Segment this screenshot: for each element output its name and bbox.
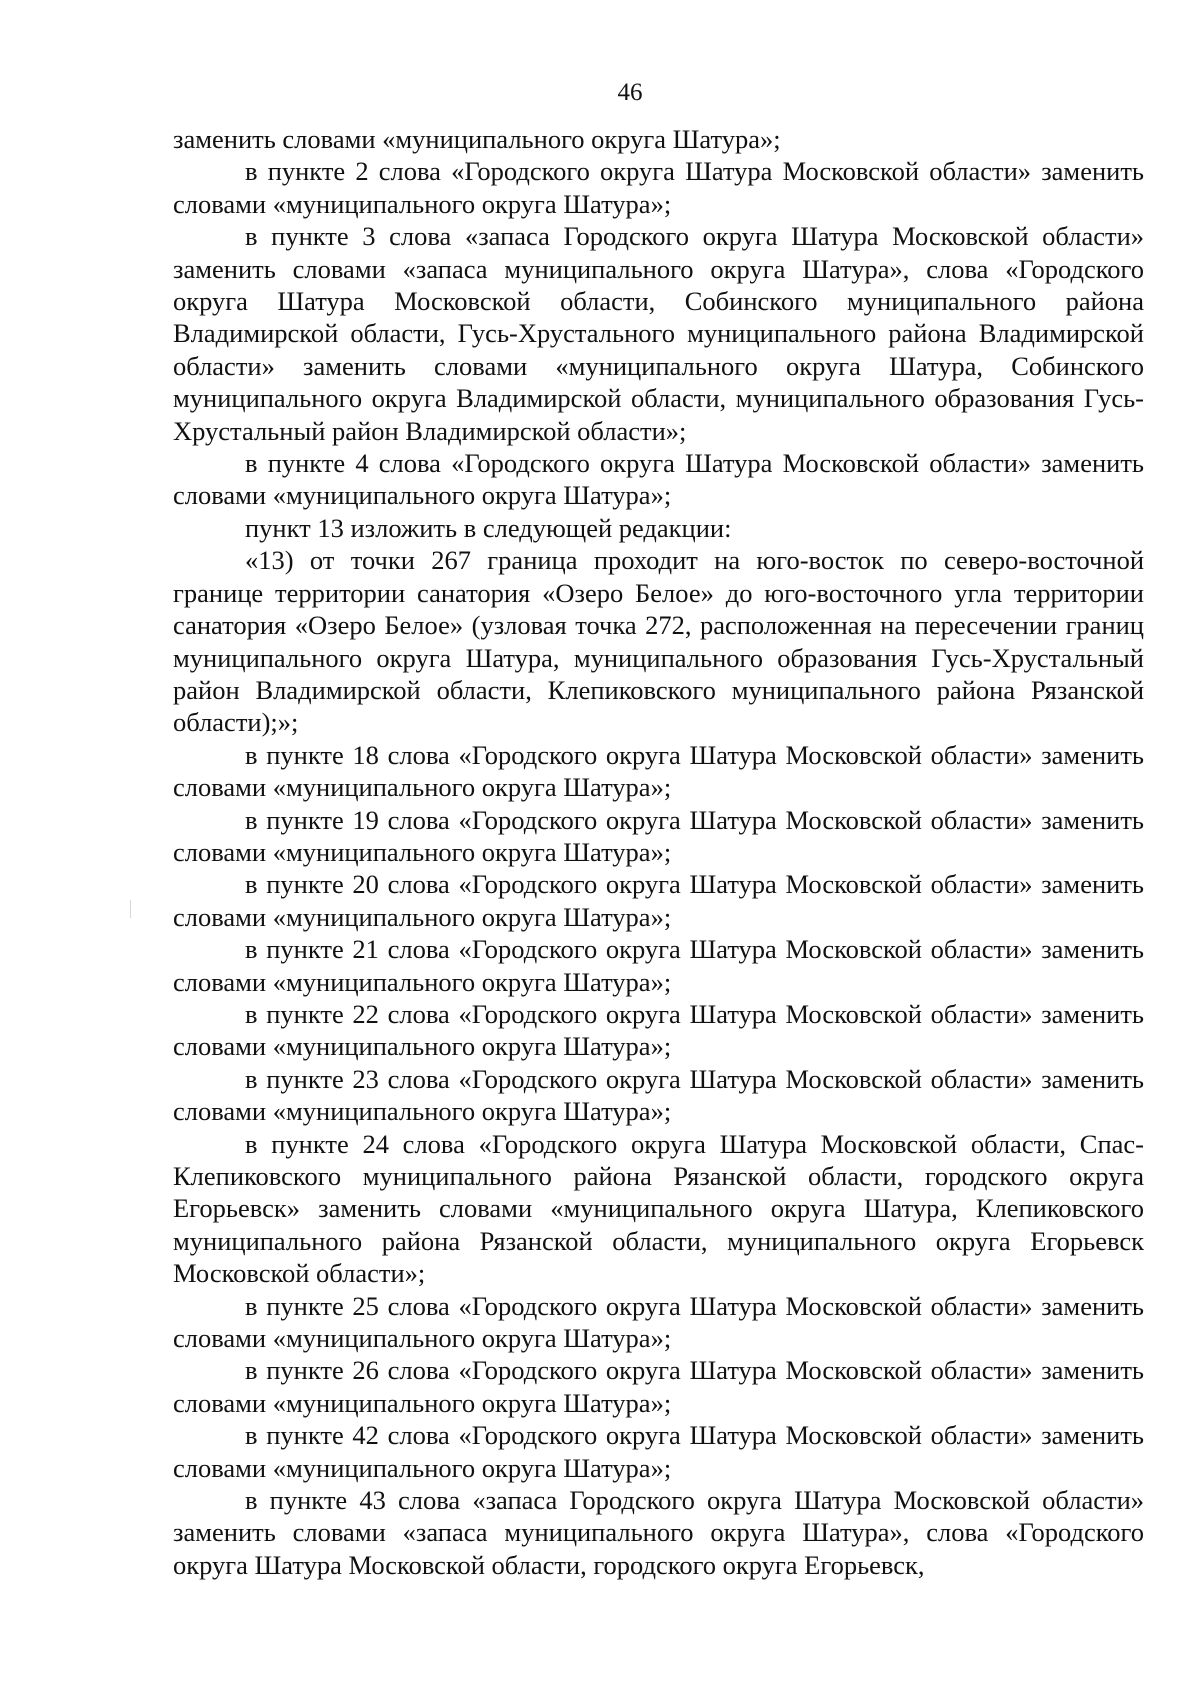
paragraph: в пункте 18 слова «Городского округа Шатура Московской области» заменить словами «муниципального округа Шатура»; bbox=[173, 739, 1144, 803]
paragraph: в пункте 43 слова «запаса Городского округа Шатура Московской области» заменить словами «запаса муниципального округа Шатура», слова «Городского округа Шатура Московской области, городского округа Егорьевск, bbox=[173, 1485, 1144, 1580]
paragraph: в пункте 26 слова «Городского округа Шатура Московской области» заменить словами «муниципального округа Шатура»; bbox=[173, 1355, 1144, 1418]
paragraph: в пункте 3 слова «запаса Городского округа Шатура Московской области» заменить словами «запаса муниципального округа Шатура», слова «Городского округа Шатура Московской области, Собинского муниципального района Владимирской области, Гусь-Хрустального муниципального района Владимирской области» заменить словами «муниципального округа Шатура, Собинского муниципального округа Владимирской области, муниципального образования Гусь-Хрустальный район Владимирской области»; bbox=[173, 221, 1144, 446]
paragraph: в пункте 4 слова «Городского округа Шатура Московской области» заменить словами «муниципального округа Шатура»; bbox=[173, 448, 1144, 511]
paragraph: в пункте 24 слова «Городского округа Шатура Московской области, Спас-Клепиковского муниципального района Рязанской области, городского округа Егорьевск» заменить словами «муниципального округа Шатура, Клепиковского муниципального района Рязанской области, муниципального округа Егорьевск Московской области»; bbox=[173, 1128, 1144, 1289]
document-body bbox=[173, 123, 1144, 1581]
page-number: 46 bbox=[617, 79, 643, 106]
paragraph: заменить словами «муниципального округа Шатура»; bbox=[173, 124, 781, 154]
scan-artifact bbox=[130, 900, 131, 918]
paragraph: в пункте 25 слова «Городского округа Шатура Московской области» заменить словами «муниципального округа Шатура»; bbox=[173, 1290, 1144, 1354]
paragraph: в пункте 23 слова «Городского округа Шатура Московской области» заменить словами «муниципального округа Шатура»; bbox=[173, 1063, 1144, 1127]
paragraph: «13) от точки 267 граница проходит на юго-восток по северо-восточной границе территории санатория «Озеро Белое» до юго-восточного угла территории санатория «Озеро Белое» (узловая точка 272, расположенная на пересечении границ муниципального округа Шатура, муниципального образования Гусь-Хрустальный район Владимирской области, Клепиковского муниципального района Рязанской области);»; bbox=[173, 545, 1144, 738]
paragraph: пункт 13 изложить в следующей редакции: bbox=[245, 512, 732, 543]
paragraph: в пункте 42 слова «Городского округа Шатура Московской области» заменить словами «муниципального округа Шатура»; bbox=[173, 1420, 1144, 1483]
paragraph: в пункте 2 слова «Городского округа Шатура Московской области» заменить словами «муниципального округа Шатура»; bbox=[173, 156, 1144, 219]
paragraph: в пункте 19 слова «Городского округа Шатура Московской области» заменить словами «муниципального округа Шатура»; bbox=[173, 804, 1144, 867]
paragraph: в пункте 20 слова «Городского округа Шатура Московской области» заменить словами «муниципального округа Шатура»; bbox=[173, 869, 1144, 932]
paragraph: в пункте 21 слова «Городского округа Шатура Московской области» заменить словами «муниципального округа Шатура»; bbox=[173, 934, 1144, 997]
paragraph: в пункте 22 слова «Городского округа Шатура Московской области» заменить словами «муниципального округа Шатура»; bbox=[173, 998, 1144, 1062]
